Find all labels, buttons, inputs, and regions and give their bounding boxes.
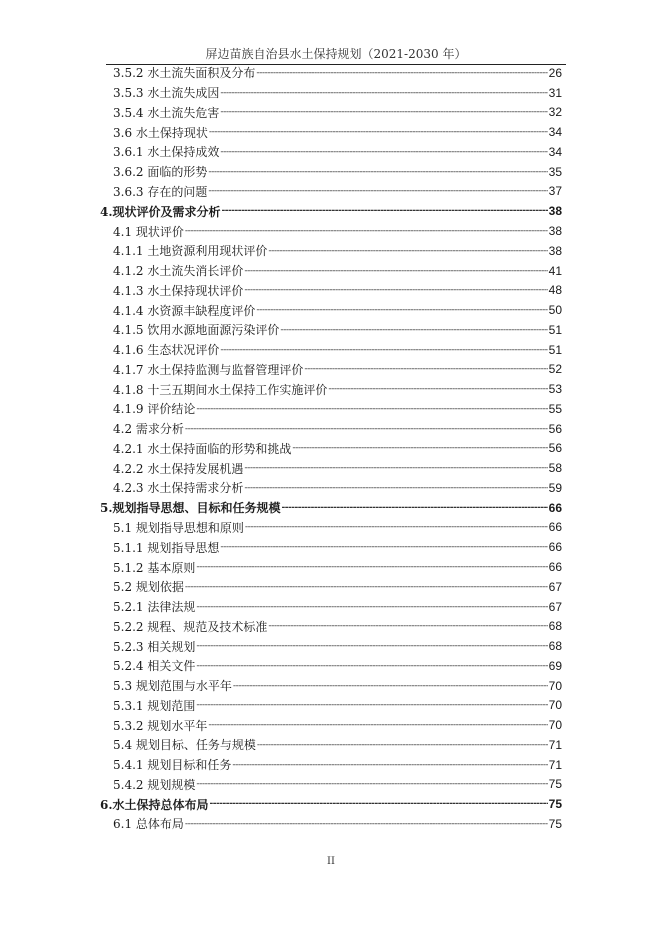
toc-dot-leader (208, 720, 547, 730)
toc-entry-title: 4.1.2 水土流失消长评价 (113, 264, 244, 279)
toc-dot-leader (244, 266, 547, 276)
toc-dot-leader (244, 483, 547, 493)
toc-entry[interactable] (100, 597, 562, 617)
header-title: 屏边苗族自治县水土保持规划（2021-2030 年） (205, 47, 467, 61)
toc-entry[interactable] (100, 735, 562, 755)
toc-dot-leader (220, 147, 547, 157)
toc-dot-leader (210, 799, 548, 809)
toc-entry[interactable] (100, 340, 562, 360)
toc-entry-page: 34 (548, 144, 562, 159)
toc-entry-page: 66 (548, 500, 562, 515)
toc-dot-leader (208, 167, 547, 177)
toc-entry-page: 52 (548, 362, 562, 377)
toc-entry-page: 55 (548, 401, 562, 416)
toc-dot-leader (328, 384, 547, 394)
toc-entry-title: 6.1 总体布局 (113, 817, 184, 832)
toc-entry-title: 5.2.4 相关文件 (113, 659, 196, 674)
toc-entry-page: 35 (548, 164, 562, 179)
table-of-contents (100, 63, 562, 834)
toc-dot-leader (196, 661, 547, 671)
toc-entry-page: 66 (548, 540, 562, 555)
toc-entry[interactable] (100, 359, 562, 379)
toc-entry-page: 71 (548, 757, 562, 772)
toc-dot-leader (185, 226, 548, 236)
toc-entry[interactable] (100, 794, 562, 814)
toc-entry-title: 5.4 规划目标、任务与规模 (113, 738, 256, 753)
toc-entry[interactable] (100, 577, 562, 597)
toc-dot-leader (222, 206, 548, 216)
toc-entry-page: 56 (548, 421, 562, 436)
toc-entry[interactable] (100, 162, 562, 182)
toc-entry[interactable] (100, 122, 562, 142)
toc-entry-title: 6.水土保持总体布局 (100, 797, 209, 812)
toc-entry-title: 3.6.2 面临的形势 (113, 165, 208, 180)
toc-dot-leader (220, 88, 547, 98)
toc-entry-title: 3.5.3 水土流失成因 (113, 86, 220, 101)
toc-dot-leader (282, 503, 548, 513)
toc-entry[interactable] (100, 379, 562, 399)
toc-dot-leader (196, 779, 547, 789)
toc-entry-title: 5.1 规划指导思想和原则 (113, 520, 244, 535)
toc-entry-title: 4.1.4 水资源丰缺程度评价 (113, 303, 256, 318)
toc-entry-page: 70 (548, 718, 562, 733)
toc-dot-leader (257, 740, 548, 750)
toc-dot-leader (280, 325, 547, 335)
toc-entry-page: 66 (548, 520, 562, 535)
toc-dot-leader (232, 760, 547, 770)
toc-entry[interactable] (100, 557, 562, 577)
toc-entry[interactable] (100, 676, 562, 696)
toc-entry-title: 5.2 规划依据 (113, 580, 184, 595)
toc-entry-title: 4.1.7 水土保持监测与监督管理评价 (113, 362, 304, 377)
toc-entry[interactable] (100, 616, 562, 636)
toc-entry-page: 37 (548, 184, 562, 199)
toc-entry-page: 50 (548, 303, 562, 318)
toc-entry-title: 3.5.4 水土流失危害 (113, 105, 220, 120)
toc-entry-page: 51 (548, 342, 562, 357)
toc-entry-title: 4.现状评价及需求分析 (100, 204, 221, 219)
toc-entry-page: 48 (548, 283, 562, 298)
running-header (106, 44, 566, 65)
toc-entry-title: 4.1.5 饮用水源地面源污染评价 (113, 323, 280, 338)
toc-entry[interactable] (100, 715, 562, 735)
toc-entry-page: 66 (548, 560, 562, 575)
toc-entry-title: 4.1.6 生态状况评价 (113, 343, 220, 358)
toc-entry[interactable] (100, 775, 562, 795)
toc-entry-page: 70 (548, 698, 562, 713)
toc-dot-leader (220, 542, 547, 552)
toc-entry-page: 67 (548, 599, 562, 614)
toc-dot-leader (244, 463, 547, 473)
toc-entry-title: 5.3 规划范围与水平年 (113, 679, 232, 694)
toc-dot-leader (244, 285, 547, 295)
toc-entry-title: 4.2 需求分析 (113, 422, 184, 437)
toc-entry-title: 4.1 现状评价 (113, 224, 184, 239)
toc-entry-title: 5.1.2 基本原则 (113, 560, 196, 575)
toc-entry[interactable] (100, 636, 562, 656)
toc-dot-leader (233, 681, 548, 691)
toc-entry-page: 70 (548, 678, 562, 693)
toc-entry-page: 38 (548, 243, 562, 258)
toc-entry[interactable] (100, 439, 562, 459)
toc-entry[interactable] (100, 201, 562, 221)
toc-entry-title: 5.4.1 规划目标和任务 (113, 758, 232, 773)
toc-entry-title: 3.6.3 存在的问题 (113, 184, 208, 199)
toc-entry-page: 34 (548, 125, 562, 140)
toc-entry-title: 5.4.2 规划规模 (113, 777, 196, 792)
toc-entry-title: 5.2.2 规程、规范及技术标准 (113, 619, 268, 634)
toc-dot-leader (220, 345, 547, 355)
toc-dot-leader (304, 364, 547, 374)
toc-entry-title: 5.3.1 规划范围 (113, 698, 196, 713)
toc-entry-title: 3.5.2 水土流失面积及分布 (113, 66, 256, 81)
toc-entry-title: 5.3.2 规划水平年 (113, 718, 208, 733)
toc-entry-page: 75 (548, 816, 562, 831)
toc-entry[interactable] (100, 656, 562, 676)
toc-dot-leader (208, 186, 547, 196)
toc-entry-page: 51 (548, 322, 562, 337)
toc-entry[interactable] (100, 696, 562, 716)
toc-dot-leader (268, 246, 547, 256)
toc-entry[interactable] (100, 419, 562, 439)
toc-entry[interactable] (100, 182, 562, 202)
toc-entry-title: 5.规划指导思想、目标和任务规模 (100, 501, 281, 516)
toc-entry[interactable] (100, 458, 562, 478)
toc-entry-page: 32 (548, 105, 562, 120)
toc-dot-leader (245, 522, 548, 532)
toc-entry-page: 68 (548, 619, 562, 634)
toc-entry[interactable] (100, 537, 562, 557)
toc-dot-leader (256, 305, 547, 315)
toc-dot-leader (292, 443, 547, 453)
toc-entry-title: 4.2.3 水土保持需求分析 (113, 481, 244, 496)
toc-entry-page: 31 (548, 85, 562, 100)
toc-entry-title: 4.2.1 水土保持面临的形势和挑战 (113, 441, 292, 456)
toc-dot-leader (256, 68, 547, 78)
toc-entry[interactable] (100, 221, 562, 241)
toc-entry-page: 59 (548, 480, 562, 495)
toc-entry-title: 4.1.3 水土保持现状评价 (113, 283, 244, 298)
toc-entry[interactable] (100, 320, 562, 340)
toc-dot-leader (185, 582, 548, 592)
toc-entry-page: 71 (548, 737, 562, 752)
toc-entry-page: 75 (548, 777, 562, 792)
page-number: II (327, 856, 335, 867)
toc-entry-title: 4.1.8 十三五期间水土保持工作实施评价 (113, 382, 328, 397)
toc-entry-title: 4.2.2 水土保持发展机遇 (113, 461, 244, 476)
toc-entry[interactable] (100, 478, 562, 498)
toc-dot-leader (185, 819, 548, 829)
toc-entry-page: 58 (548, 461, 562, 476)
toc-dot-leader (196, 404, 547, 414)
toc-entry-title: 3.6.1 水土保持成效 (113, 145, 220, 160)
toc-entry-title: 4.1.9 评价结论 (113, 402, 196, 417)
toc-entry-page: 38 (548, 224, 562, 238)
toc-entry[interactable] (100, 399, 562, 419)
toc-entry[interactable] (100, 103, 562, 123)
toc-entry[interactable] (100, 280, 562, 300)
toc-entry-page: 68 (548, 639, 562, 654)
toc-entry-title: 5.2.1 法律法规 (113, 600, 196, 615)
toc-entry-page: 41 (548, 263, 562, 278)
toc-dot-leader (196, 562, 547, 572)
toc-dot-leader (268, 621, 547, 631)
toc-entry[interactable] (100, 83, 562, 103)
toc-entry[interactable] (100, 498, 562, 518)
toc-entry[interactable] (100, 261, 562, 281)
toc-dot-leader (196, 602, 547, 612)
toc-entry-page: 75 (548, 797, 562, 812)
toc-entry[interactable] (100, 755, 562, 775)
toc-entry-page: 67 (548, 579, 562, 594)
toc-entry-title: 5.1.1 规划指导思想 (113, 540, 220, 555)
toc-entry-page: 26 (548, 65, 562, 80)
toc-entry[interactable] (100, 241, 562, 261)
toc-entry-page: 53 (548, 382, 562, 397)
toc-dot-leader (185, 424, 548, 434)
toc-entry-title: 5.2.3 相关规划 (113, 639, 196, 654)
toc-entry-title: 4.1.1 土地资源利用现状评价 (113, 244, 268, 259)
toc-dot-leader (196, 700, 547, 710)
toc-entry-page: 69 (548, 658, 562, 673)
toc-entry[interactable] (100, 63, 562, 83)
toc-entry[interactable] (100, 142, 562, 162)
toc-entry[interactable] (100, 518, 562, 538)
toc-dot-leader (196, 641, 547, 651)
toc-entry[interactable] (100, 300, 562, 320)
toc-dot-leader (209, 127, 548, 137)
toc-entry-title: 3.6 水土保持现状 (113, 125, 208, 140)
toc-entry[interactable] (100, 814, 562, 834)
toc-dot-leader (220, 107, 547, 117)
toc-entry-page: 56 (548, 441, 562, 456)
toc-entry-page: 38 (548, 204, 562, 219)
